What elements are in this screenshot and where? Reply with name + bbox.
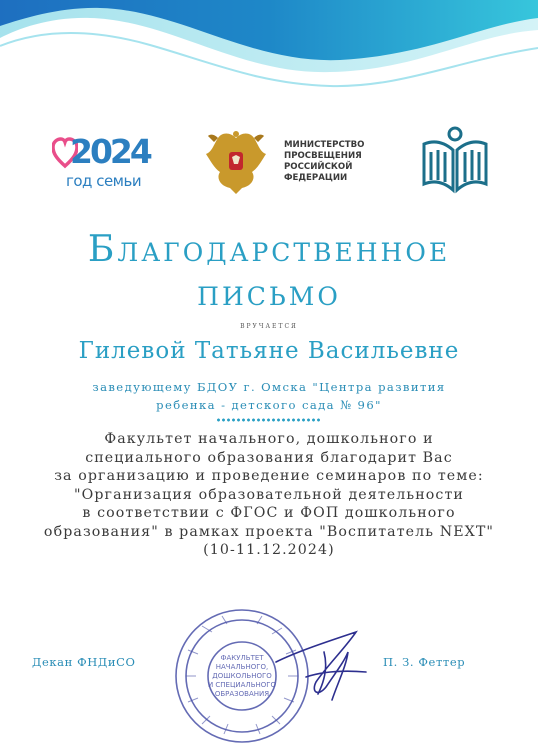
body-line: (10-11.12.2024) [203, 542, 335, 558]
header-wave-decoration [0, 0, 538, 95]
ministry-name: МИНИСТЕРСТВО ПРОСВЕЩЕНИЯ РОССИЙСКОЙ ФЕДЕРАЦИИ [284, 140, 365, 183]
double-headed-eagle-emblem-icon [200, 128, 272, 196]
body-line: за организацию и проведение семинаров по теме: [54, 468, 484, 484]
body-line: образования" в рамках проекта "Воспитатель NEXT" [43, 523, 495, 540]
ministry-logo [200, 128, 380, 198]
open-book-person-icon [420, 124, 490, 196]
presented-label: вручается [240, 321, 298, 331]
position-line: ребенка - детского сада № 96" [156, 398, 382, 412]
year-caption: год семьи [66, 172, 142, 190]
stamp-line: И СПЕЦИАЛЬНОГО [207, 681, 277, 689]
stamp-line: ДОШКОЛЬНОГО [212, 672, 272, 680]
year-number: 2024 [70, 132, 150, 171]
stamp-line: ОБРАЗОВАНИЯ [214, 690, 270, 698]
signatory-title: Декан ФНДиСО [32, 655, 136, 669]
handwritten-signature [266, 622, 376, 712]
dotted-divider [216, 418, 322, 422]
signatory-name: П. З. Феттер [383, 655, 466, 669]
letter-body [0, 430, 538, 560]
body-line: специального образования благодарит Вас [85, 449, 453, 466]
recipient-position [0, 378, 538, 414]
position-line: заведующему БДОУ г. Омска "Центра развития [92, 380, 446, 394]
letter-title-line2: письмо [197, 273, 341, 314]
body-line: Факультет начального, дошкольного и [104, 431, 434, 447]
body-line: "Организация образовательной деятельности [74, 486, 464, 503]
body-line: в соответствии с ФГОС и ФОП дошкольного [82, 505, 456, 521]
stamp-line: НАЧАЛЬНОГО, [215, 663, 269, 671]
letter-title-line1: Благодарственное [87, 229, 451, 270]
year-of-family-logo [52, 130, 152, 194]
stamp-line: ФАКУЛЬТЕТ [220, 654, 264, 662]
recipient-name: Гилевой Татьяне Васильевне [78, 338, 460, 364]
